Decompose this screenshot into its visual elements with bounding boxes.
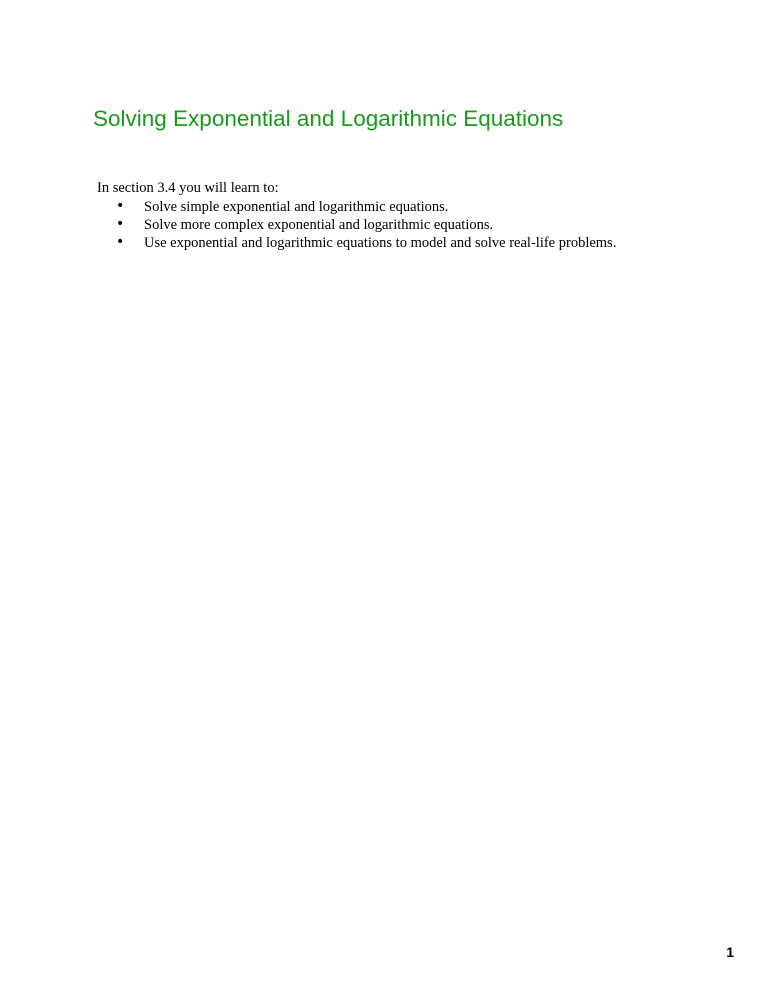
bullet-icon: • [116,216,125,232]
objective-text: Solve simple exponential and logarithmic equations. [144,199,449,215]
objective-text: Solve more complex exponential and logarithmic equations. [144,217,494,233]
objective-text: Use exponential and logarithmic equations to model and solve real-life problems. [144,235,617,251]
intro-text: In section 3.4 you will learn to: [97,180,279,196]
page-title: Solving Exponential and Logarithmic Equations [93,106,564,131]
list-item [113,234,616,252]
page-number: 1 [726,944,734,960]
list-item [113,216,616,234]
list-item [113,198,616,216]
bullet-icon: • [116,198,125,214]
bullet-icon: • [116,234,125,250]
objectives-list [113,198,616,252]
